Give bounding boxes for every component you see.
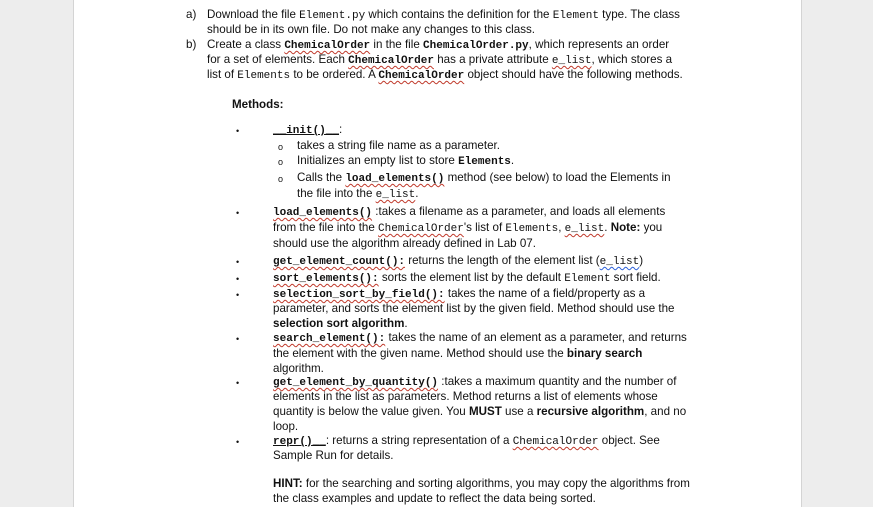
text: Calls the <box>297 171 346 184</box>
class-code: ChemicalOrder <box>378 70 465 82</box>
attr-code: e_list <box>551 55 592 67</box>
text: 's list of <box>463 221 506 234</box>
method-name-code: sort_elements(): <box>273 273 379 285</box>
method-name-code: __init()__ <box>273 125 340 137</box>
class-code: ChemicalOrder <box>512 436 599 448</box>
text: Download the file <box>207 8 300 21</box>
text: the file into the <box>297 187 376 200</box>
type-code: Element <box>564 273 611 285</box>
text: , which represents an order <box>528 38 670 51</box>
bullet: • <box>236 290 240 300</box>
sub-bullet: o <box>278 157 284 167</box>
method-name-code: selection_sort_by_field(): <box>273 289 445 301</box>
load-method-line-2 <box>273 221 662 237</box>
selection-method-line-3 <box>273 317 408 332</box>
text: which contains the definition for the <box>365 8 553 21</box>
document-page <box>73 0 802 507</box>
text: for a set of elements. Each <box>207 53 349 66</box>
quantity-method-line-3 <box>273 405 686 420</box>
sub-bullet: o <box>278 142 284 152</box>
attr-code: e_list <box>375 189 416 201</box>
quantity-method-line-2: elements in the list as parameters. Method returns a list of elements whose <box>273 390 658 403</box>
sort-method <box>273 271 661 287</box>
sub-bullet: o <box>278 174 284 184</box>
text: in the file <box>370 38 424 51</box>
class-code: ChemicalOrder <box>348 55 434 67</box>
bullet: • <box>236 208 240 218</box>
item-b-line-1 <box>207 38 669 54</box>
count-method <box>273 254 643 270</box>
text: list of <box>207 68 238 81</box>
note-label: Note: <box>610 221 641 234</box>
method-name-code: get_element_count(): <box>273 256 406 268</box>
text: Initializes an empty list to store <box>297 154 459 167</box>
document-body <box>74 0 801 507</box>
text: :takes a filename as a parameter, and loads all elements <box>372 205 666 218</box>
text: object should have the following methods. <box>464 68 683 81</box>
item-a-line-1 <box>207 8 680 24</box>
type-code: Elements <box>237 70 291 82</box>
text: the element with the given name. Method should use the <box>273 347 567 360</box>
text: , which stores a <box>591 53 673 66</box>
selection-method-line-1 <box>273 287 645 303</box>
item-b-label: b) <box>186 38 197 51</box>
filename-code: Element.py <box>299 10 366 22</box>
bullet: • <box>236 274 240 284</box>
bullet: • <box>236 257 240 267</box>
bold-text: MUST <box>468 405 502 418</box>
bold-text: binary search <box>566 347 643 360</box>
init-sub-3 <box>297 171 671 187</box>
bold-text: selection sort algorithm <box>273 317 405 330</box>
class-code: ChemicalOrder <box>284 40 371 52</box>
text: :takes a maximum quantity and the number of <box>438 375 677 388</box>
text: to be ordered. A <box>290 68 379 81</box>
init-method <box>273 123 342 139</box>
text: . <box>604 221 611 234</box>
repr-method-line-1 <box>273 434 660 450</box>
item-b-line-2 <box>207 53 672 69</box>
text: use a <box>501 405 537 418</box>
text: . <box>510 154 515 167</box>
search-method-line-3: algorithm. <box>273 362 324 375</box>
type-code: Element <box>552 10 599 22</box>
text: from the file into the <box>273 221 379 234</box>
repr-method-line-2: Sample Run for details. <box>273 449 394 462</box>
text: quantity is below the value given. You <box>273 405 469 418</box>
init-sub-2 <box>297 154 514 170</box>
init-sub-1: takes a string file name as a parameter. <box>297 139 500 152</box>
text: sort field. <box>610 271 661 284</box>
text: type. The class <box>598 8 680 21</box>
text: , <box>558 221 565 234</box>
search-method-line-2 <box>273 347 642 362</box>
type-code: Elements <box>505 223 559 235</box>
type-code: Elements <box>458 156 511 168</box>
text: takes the name of an element as a parameter, and returns <box>385 331 687 344</box>
load-method-line-1 <box>273 205 665 221</box>
text: object. See <box>598 434 660 447</box>
bullet: • <box>236 378 240 388</box>
method-name-code: load_elements() <box>345 173 445 185</box>
text: method (see below) to load the Elements in <box>444 171 671 184</box>
text: Create a class <box>207 38 285 51</box>
init-sub-3-line-2 <box>297 187 418 203</box>
text: . <box>415 187 419 200</box>
hint-line-1 <box>273 477 690 492</box>
text: : returns a string representation of a <box>325 434 513 447</box>
item-b-line-3 <box>207 68 683 84</box>
hint-label: HINT: <box>273 477 303 490</box>
search-method-line-1 <box>273 331 687 347</box>
method-name-code: repr()__ <box>273 436 326 448</box>
quantity-method-line-1 <box>273 375 676 391</box>
class-code: ChemicalOrder <box>378 223 464 235</box>
text: . <box>404 317 408 330</box>
selection-method-line-2: parameter, and sorts the element list by the given field. Method should use the <box>273 302 675 315</box>
method-name-code: load_elements() <box>273 207 373 219</box>
text: , and no <box>644 405 687 418</box>
text: : <box>339 123 343 136</box>
filename-code: ChemicalOrder.py <box>423 40 529 52</box>
bold-text: recursive algorithm <box>536 405 645 418</box>
item-a-label: a) <box>186 8 197 21</box>
method-name-code: get_element_by_quantity() <box>273 377 439 389</box>
text: takes the name of a field/property as a <box>444 287 646 300</box>
bullet: • <box>236 126 240 136</box>
text: sorts the element list by the default <box>378 271 565 284</box>
text: ) <box>639 254 644 267</box>
quantity-method-line-4: loop. <box>273 420 299 433</box>
text: returns the length of the element list ( <box>405 254 600 267</box>
text: has a private attribute <box>433 53 552 66</box>
item-a-line-2: should be in its own file. Do not make any changes to this class. <box>207 23 536 36</box>
methods-heading: Methods: <box>232 98 284 111</box>
attr-code: e_list <box>564 223 605 235</box>
hint-line-2: the class examples and update to reflect the data being sorted. <box>273 492 596 505</box>
text: for the searching and sorting algorithms, you may copy the algorithms from <box>302 477 690 490</box>
load-method-line-3: should use the algorithm already defined in Lab 07. <box>273 237 536 250</box>
attr-code: e_list <box>599 256 640 268</box>
bullet: • <box>236 334 240 344</box>
method-name-code: search_element(): <box>273 333 386 345</box>
text: you <box>640 221 663 234</box>
bullet: • <box>236 437 240 447</box>
